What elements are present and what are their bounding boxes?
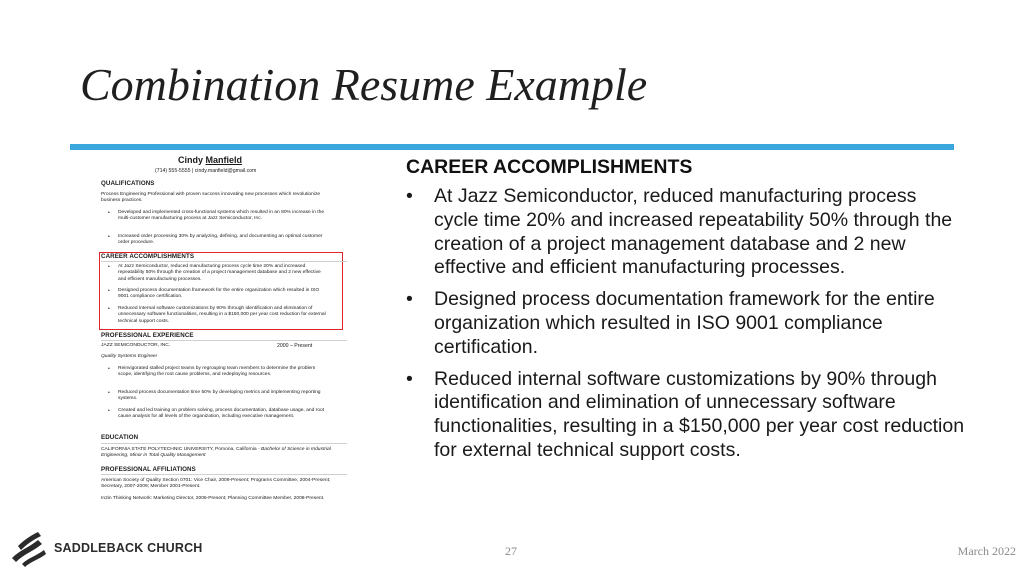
resume-divider — [101, 261, 347, 262]
bullet-glyph: • — [406, 367, 413, 390]
title-accent-rule — [70, 144, 954, 150]
resume-divider — [101, 474, 347, 475]
resume-career-bullet: Designed process documentation framework for the entire organization which resulted in ISO 9001 compliance certification. — [118, 288, 320, 300]
resume-degree: - Bachelor of Science in Industrial Engineering, Minor in Total Quality Management — [101, 447, 331, 459]
saddleback-logo-icon — [8, 528, 48, 568]
resume-career-heading: CAREER ACCOMPLISHMENTS — [101, 253, 195, 260]
page-number: 27 — [505, 544, 517, 558]
resume-affiliation: In2in Thinking Network: Marketing Director, 2006-Present; Planning Committee Member, 2008-Present. — [101, 496, 325, 501]
resume-education-heading: EDUCATION — [101, 434, 139, 441]
resume-role: Quality Systems Engineer — [101, 354, 158, 359]
resume-last-name: Manfield — [205, 155, 243, 165]
footer-date: March 2022 — [957, 544, 1016, 558]
resume-divider — [101, 443, 347, 444]
resume-qualifications-heading: QUALIFICATIONS — [101, 180, 155, 187]
resume-affiliation: American Society of Quality Section 0701: Vice Chair, 2009-Present; Programs Committee, 2004-Present; Secretary, 2007-2009; Member 2001-Present. — [101, 478, 331, 490]
accomplishment-list — [406, 185, 966, 471]
resume-experience-heading: PROFESSIONAL EXPERIENCE — [101, 332, 194, 339]
bullet-glyph: • — [406, 288, 413, 311]
accomplishment-item — [406, 368, 966, 463]
resume-career-bullet: Reduced internal software customizations by 90% through identification and elimination of unnecessary software functionalities, resulting in a $150,000 per year cost reduction for external technical support costs. — [118, 306, 326, 324]
resume-career-bullet: At Jazz Semiconductor, reduced manufacturing process cycle time 20% and increased repeatability 50% through the creation of a project management database and 2 new effective and efficient manufacturing processes. — [118, 264, 321, 282]
resume-company: JAZZ SEMICONDUCTOR, INC. — [101, 343, 171, 348]
resume-affiliations-heading: PROFESSIONAL AFFILIATIONS — [101, 466, 196, 473]
section-heading: CAREER ACCOMPLISHMENTS — [406, 156, 693, 178]
resume-school: CALIFORNIA STATE POLYTECHNIC UNIVERSITY, Pomona, California — [101, 447, 257, 452]
org-name: SADDLEBACK CHURCH — [54, 541, 203, 555]
resume-dates: 2000 – Present — [277, 343, 313, 349]
accomplishment-item — [406, 185, 966, 280]
resume-thumbnail: Cindy Manfield (714) 555-5555 | cindy.manfield@gmail.com QUALIFICATIONS Process Engineering Professional with proven success innovating new processes which revolutionize business practices. • Developed and implemented cross-functional systems which resulted in an 80% increase in the multi-customer manufacturing process at Jazz Semiconductor, Inc. • Increased order processing 30% by analyzing, defining, and documenting an optimal customer order procedure. CAREER ACCOMPLISHMENTS • At Jazz Semiconductor, reduced manufacturing process cycle time 20% and increased repeatability 50% through the creation of a project management database and 2 new effective and efficient manufacturing processes. • Designed process documentation framework for the entire organization which resulted in ISO 9001 compliance certification. • Reduced internal software customizations by 90% through identification and elimination of unnecessary software functionalities, resulting in a $150,000 per year cost reduction for external technical support costs. PROFESSIONAL EXPERIENCE JAZZ SEMICONDUCTOR, INC. 2000 – Present Quality Systems Engineer • Reinvigorated stalled project teams by regrouping team members to determine the problem scope, identifying the root cause problems, and redeploying resources. • Reduced process documentation time 50% by developing metrics and implementing reporting systems. • Created and led training on problem solving, process documentation, database usage, and root cause analysis for all levels of the organization, including executive management. EDUCATION CALIFORNIA STATE POLYTECHNIC UNIVERSITY, Pomona, California - Bachelor of Science in Industrial Engineering, Minor in Total Quality Management PROFESSIONAL AFFILIATIONS American Society of Quality Section 0701: Vice Chair, 2009-Present; Programs Committee, 2004-Present; Secretary, 2007-2009; Member 2001-Present. In2in Thinking Network: Marketing Director, 2006-Present; Planning Committee Member, 2008-Present. — [70, 152, 356, 514]
resume-qualification-bullet: Developed and implemented cross-functional systems which resulted in an 80% increase in the multi-customer manufacturing process at Jazz Semiconductor, Inc. — [118, 210, 325, 222]
accomplishment-text: Reduced internal software customizations by 90% through identification and elimination of unnecessary software functionalities, resulting in a $150,000 per year cost reduction for external technical support costs. — [434, 367, 965, 461]
resume-name — [178, 155, 242, 165]
bullet-glyph: • — [406, 185, 413, 207]
resume-experience-bullet: Reduced process documentation time 50% by developing metrics and implementing reporting systems. — [118, 390, 321, 402]
resume-qualification-bullet: Increased order processing 30% by analyzing, defining, and documenting an optimal customer order procedure. — [118, 234, 323, 246]
resume-contact: (714) 555-5555 | cindy.manfield@gmail.com — [155, 168, 257, 174]
slide-title: Combination Resume Example — [80, 59, 648, 110]
resume-divider — [101, 340, 347, 341]
accomplishment-text: At Jazz Semiconductor, reduced manufacturing process cycle time 20% and increased repeatability 50% through the creation of a project management database and 2 new effective and efficient manufacturing processes. — [434, 185, 953, 279]
accomplishment-text: Designed process documentation framework for the entire organization which resulted in ISO 9001 compliance certification. — [434, 288, 935, 358]
resume-experience-bullet: Reinvigorated stalled project teams by regrouping team members to determine the problem scope, identifying the root cause problems, and redeploying resources. — [118, 366, 316, 378]
resume-first-name: Cindy — [178, 155, 204, 165]
resume-experience-bullet: Created and led training on problem solving, process documentation, database usage, and root cause analysis for all levels of the organization, including executive management. — [118, 408, 325, 420]
resume-education — [101, 447, 331, 460]
resume-qualifications-summary: Process Engineering Professional with proven success innovating new processes which revolutionize business practices. — [101, 192, 321, 204]
accomplishment-item — [406, 288, 966, 359]
